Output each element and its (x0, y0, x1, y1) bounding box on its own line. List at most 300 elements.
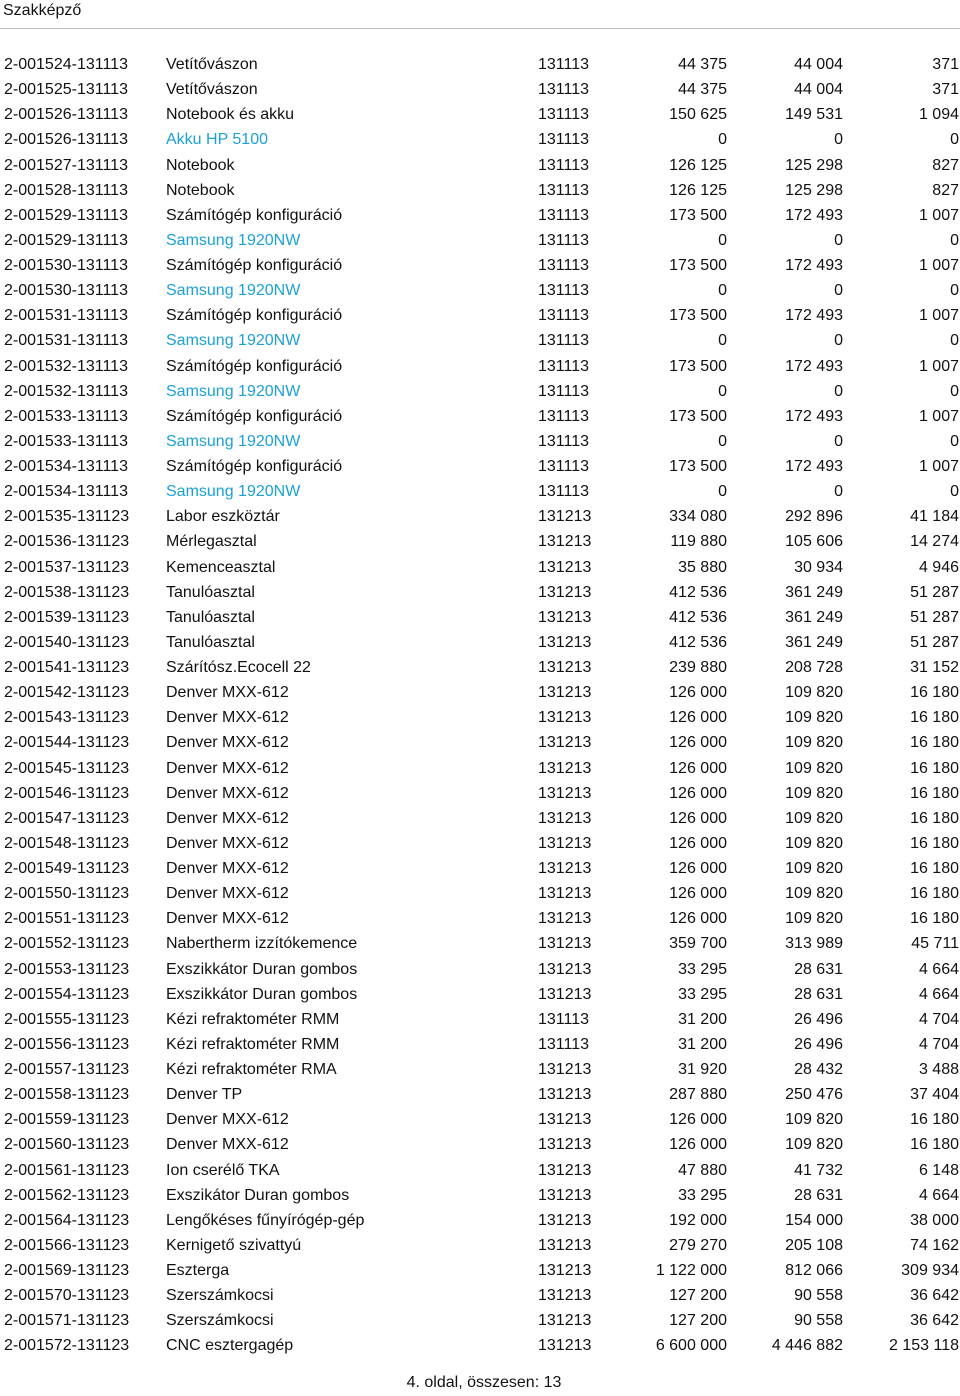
depreciation-cell: 0 (834, 483, 843, 501)
gross-value-cell: 47 880 (678, 1161, 727, 1179)
net-value-cell: 16 180 (910, 809, 959, 827)
account-code-cell: 131213 (538, 1211, 592, 1229)
asset-id-cell: 2-001569-131123 (4, 1262, 130, 1279)
net-value-cell: 0 (950, 382, 959, 400)
gross-value-cell: 192 000 (669, 1211, 727, 1229)
asset-id-cell: 2-001548-131123 (4, 834, 130, 852)
asset-id-cell: 2-001529-131113 (4, 231, 128, 249)
net-value-cell: 1 007 (918, 307, 959, 325)
table-row (0, 906, 960, 931)
gross-value-cell: 126 000 (669, 809, 727, 827)
account-code-cell: 131213 (538, 759, 592, 777)
depreciation-cell: 109 820 (785, 885, 843, 903)
net-value-cell: 0 (950, 432, 959, 450)
table-row (0, 705, 960, 730)
account-code-cell: 131113 (538, 231, 590, 249)
net-value-cell: 16 180 (910, 734, 959, 752)
gross-value-cell: 6 600 000 (655, 1337, 727, 1355)
gross-value-cell: 412 536 (669, 608, 727, 626)
table-row (0, 1132, 960, 1157)
account-code-cell: 131213 (538, 659, 592, 676)
net-value-cell: 1 007 (918, 458, 959, 475)
table-row (0, 429, 960, 454)
table-row (0, 1007, 960, 1032)
asset-id-cell: 2-001551-131123 (4, 910, 130, 928)
gross-value-cell: 126 000 (669, 734, 727, 752)
item-name-cell: Akku HP 5100 (166, 131, 268, 149)
net-value-cell: 1 007 (918, 407, 959, 425)
depreciation-cell: 361 249 (785, 608, 843, 626)
table-row (0, 328, 960, 353)
account-code-cell: 131113 (538, 382, 590, 400)
item-name-cell: Denver MXX-612 (166, 1111, 289, 1129)
depreciation-cell: 28 432 (794, 1061, 843, 1078)
depreciation-cell: 26 496 (794, 1035, 843, 1053)
depreciation-cell: 109 820 (785, 759, 843, 777)
asset-id-cell: 2-001527-131113 (4, 156, 128, 174)
item-name-cell: Denver MXX-612 (166, 860, 289, 877)
table-row (0, 1107, 960, 1132)
item-name-cell: Számítógép konfiguráció (166, 257, 343, 274)
gross-value-cell: 31 200 (678, 1010, 727, 1028)
gross-value-cell: 173 500 (669, 257, 727, 274)
table-row (0, 102, 960, 127)
item-name-cell: Denver MXX-612 (166, 759, 289, 777)
gross-value-cell: 0 (718, 382, 727, 400)
asset-id-cell: 2-001544-131123 (4, 734, 130, 752)
net-value-cell: 0 (950, 282, 959, 300)
depreciation-cell: 0 (834, 382, 843, 400)
depreciation-cell: 0 (834, 131, 843, 149)
page-header: Szakképző (3, 2, 82, 19)
gross-value-cell: 35 880 (678, 558, 727, 576)
table-row (0, 1057, 960, 1082)
asset-id-cell: 2-001554-131123 (4, 985, 130, 1003)
table-row (0, 479, 960, 504)
asset-id-cell: 2-001530-131113 (4, 257, 128, 274)
depreciation-cell: 172 493 (785, 458, 843, 475)
table-row (0, 178, 960, 203)
item-name-cell: Denver MXX-612 (166, 684, 289, 702)
depreciation-cell: 313 989 (785, 935, 843, 953)
account-code-cell: 131213 (538, 960, 592, 978)
depreciation-cell: 361 249 (785, 633, 843, 651)
net-value-cell: 4 664 (918, 985, 959, 1003)
account-code-cell: 131113 (538, 131, 590, 149)
gross-value-cell: 173 500 (669, 458, 727, 475)
gross-value-cell: 126 000 (669, 910, 727, 928)
gross-value-cell: 126 000 (669, 885, 727, 903)
account-code-cell: 131213 (538, 935, 592, 953)
net-value-cell: 371 (932, 56, 959, 73)
account-code-cell: 131213 (538, 1262, 592, 1279)
asset-id-cell: 2-001533-131113 (4, 407, 128, 425)
item-name-cell: Kernigető szivattyú (166, 1236, 302, 1254)
item-name-cell: Denver MXX-612 (166, 834, 289, 852)
item-name-cell: Samsung 1920NW (166, 332, 301, 350)
net-value-cell: 16 180 (910, 860, 959, 877)
table-row (0, 881, 960, 906)
net-value-cell: 2 153 118 (889, 1337, 959, 1355)
table-row (0, 831, 960, 856)
gross-value-cell: 359 700 (669, 935, 727, 953)
net-value-cell: 45 711 (911, 935, 959, 953)
table-row (0, 379, 960, 404)
table-row (0, 1333, 960, 1358)
asset-id-cell: 2-001542-131123 (4, 684, 130, 702)
table-row (0, 77, 960, 102)
net-value-cell: 4 946 (918, 558, 959, 576)
gross-value-cell: 173 500 (669, 307, 727, 325)
depreciation-cell: 109 820 (785, 860, 843, 877)
gross-value-cell: 126 000 (669, 709, 727, 727)
depreciation-cell: 361 249 (785, 583, 843, 601)
table-row (0, 278, 960, 303)
asset-id-cell: 2-001526-131113 (4, 106, 128, 124)
item-name-cell: Vetítővászon (166, 56, 258, 73)
depreciation-cell: 172 493 (785, 307, 843, 325)
account-code-cell: 131213 (538, 1061, 592, 1078)
net-value-cell: 1 007 (918, 257, 959, 274)
net-value-cell: 0 (950, 483, 959, 501)
depreciation-cell: 250 476 (785, 1086, 843, 1104)
asset-id-cell: 2-001564-131123 (4, 1211, 130, 1229)
account-code-cell: 131213 (538, 709, 592, 727)
asset-id-cell: 2-001524-131113 (4, 56, 128, 73)
account-code-cell: 131213 (538, 583, 592, 601)
item-name-cell: Notebook (166, 181, 235, 199)
table-row (0, 354, 960, 379)
item-name-cell: Mérlegasztal (166, 533, 257, 551)
depreciation-cell: 109 820 (785, 910, 843, 928)
account-code-cell: 131213 (538, 1236, 592, 1254)
account-code-cell: 131113 (538, 1010, 590, 1028)
depreciation-cell: 0 (834, 432, 843, 450)
account-code-cell: 131213 (538, 1312, 592, 1330)
net-value-cell: 3 488 (918, 1061, 959, 1078)
asset-id-cell: 2-001549-131123 (4, 860, 130, 877)
account-code-cell: 131113 (538, 56, 590, 73)
table-row (0, 931, 960, 956)
asset-id-cell: 2-001525-131113 (4, 81, 128, 99)
asset-id-cell: 2-001531-131113 (4, 307, 128, 325)
gross-value-cell: 127 200 (669, 1287, 727, 1305)
gross-value-cell: 412 536 (669, 633, 727, 651)
depreciation-cell: 4 446 882 (771, 1337, 843, 1355)
item-name-cell: Samsung 1920NW (166, 231, 301, 249)
depreciation-cell: 0 (834, 231, 843, 249)
item-name-cell: Denver MXX-612 (166, 734, 289, 752)
depreciation-cell: 90 558 (794, 1287, 843, 1305)
item-name-cell: Denver MXX-612 (166, 1136, 289, 1154)
account-code-cell: 131113 (538, 156, 590, 174)
account-code-cell: 131113 (538, 332, 590, 350)
depreciation-cell: 172 493 (785, 206, 843, 224)
account-code-cell: 131113 (538, 282, 590, 300)
asset-id-cell: 2-001531-131113 (4, 332, 128, 350)
item-name-cell: Denver MXX-612 (166, 910, 289, 928)
table-row (0, 1233, 960, 1258)
asset-id-cell: 2-001545-131123 (4, 759, 130, 777)
gross-value-cell: 126 125 (669, 181, 727, 199)
net-value-cell: 827 (932, 156, 959, 174)
account-code-cell: 131113 (538, 407, 590, 425)
item-name-cell: Szerszámkocsi (166, 1312, 274, 1330)
table-row (0, 1183, 960, 1208)
table-row (0, 253, 960, 278)
table-row (0, 856, 960, 881)
item-name-cell: Samsung 1920NW (166, 483, 301, 501)
net-value-cell: 31 152 (910, 659, 959, 676)
asset-id-cell: 2-001547-131123 (4, 809, 130, 827)
item-name-cell: Labor eszköztár (166, 508, 280, 526)
net-value-cell: 4 704 (918, 1035, 959, 1053)
asset-id-cell: 2-001540-131123 (4, 633, 130, 651)
table-row (0, 203, 960, 228)
asset-id-cell: 2-001557-131123 (4, 1061, 130, 1078)
gross-value-cell: 0 (718, 432, 727, 450)
table-row (0, 580, 960, 605)
gross-value-cell: 126 000 (669, 684, 727, 702)
table-row (0, 655, 960, 680)
inventory-table (0, 52, 960, 1359)
depreciation-cell: 109 820 (785, 684, 843, 702)
asset-id-cell: 2-001535-131123 (4, 508, 130, 526)
gross-value-cell: 279 270 (669, 1236, 727, 1254)
net-value-cell: 827 (932, 181, 959, 199)
item-name-cell: Exszikkátor Duran gombos (166, 960, 358, 978)
asset-id-cell: 2-001546-131123 (4, 784, 130, 802)
table-row (0, 1158, 960, 1183)
account-code-cell: 131113 (538, 432, 590, 450)
net-value-cell: 16 180 (910, 709, 959, 727)
account-code-cell: 131113 (538, 181, 590, 199)
gross-value-cell: 127 200 (669, 1312, 727, 1330)
item-name-cell: CNC esztergagép (166, 1337, 294, 1355)
item-name-cell: Denver MXX-612 (166, 809, 289, 827)
gross-value-cell: 31 920 (678, 1061, 727, 1078)
account-code-cell: 131113 (538, 257, 590, 274)
item-name-cell: Tanulóasztal (166, 633, 255, 651)
item-name-cell: Samsung 1920NW (166, 282, 301, 300)
net-value-cell: 38 000 (910, 1211, 959, 1229)
account-code-cell: 131213 (538, 985, 592, 1003)
gross-value-cell: 412 536 (669, 583, 727, 601)
net-value-cell: 1 007 (918, 206, 959, 224)
depreciation-cell: 205 108 (785, 1236, 843, 1254)
gross-value-cell: 44 375 (678, 56, 727, 73)
depreciation-cell: 44 004 (794, 81, 843, 99)
gross-value-cell: 1 122 000 (655, 1262, 727, 1279)
depreciation-cell: 44 004 (794, 56, 843, 73)
asset-id-cell: 2-001539-131123 (4, 608, 130, 626)
gross-value-cell: 44 375 (678, 81, 727, 99)
depreciation-cell: 41 732 (794, 1161, 843, 1179)
depreciation-cell: 26 496 (794, 1010, 843, 1028)
gross-value-cell: 126 000 (669, 860, 727, 877)
table-row (0, 1208, 960, 1233)
asset-id-cell: 2-001526-131113 (4, 131, 128, 149)
depreciation-cell: 172 493 (785, 257, 843, 274)
gross-value-cell: 173 500 (669, 357, 727, 375)
gross-value-cell: 126 125 (669, 156, 727, 174)
net-value-cell: 16 180 (910, 784, 959, 802)
net-value-cell: 16 180 (910, 1111, 959, 1129)
item-name-cell: Denver MXX-612 (166, 784, 289, 802)
asset-id-cell: 2-001534-131113 (4, 483, 128, 501)
gross-value-cell: 334 080 (669, 508, 727, 526)
account-code-cell: 131213 (538, 834, 592, 852)
depreciation-cell: 28 631 (794, 985, 843, 1003)
depreciation-cell: 0 (834, 282, 843, 300)
asset-id-cell: 2-001561-131123 (4, 1161, 130, 1179)
asset-id-cell: 2-001552-131123 (4, 935, 130, 953)
table-row (0, 303, 960, 328)
item-name-cell: Tanulóasztal (166, 608, 255, 626)
net-value-cell: 36 642 (910, 1287, 959, 1305)
gross-value-cell: 33 295 (678, 1186, 727, 1204)
account-code-cell: 131113 (538, 357, 590, 375)
gross-value-cell: 239 880 (669, 659, 727, 676)
depreciation-cell: 154 000 (785, 1211, 843, 1229)
net-value-cell: 16 180 (910, 684, 959, 702)
gross-value-cell: 33 295 (678, 985, 727, 1003)
gross-value-cell: 126 000 (669, 759, 727, 777)
table-row (0, 555, 960, 580)
net-value-cell: 51 287 (910, 633, 959, 651)
account-code-cell: 131213 (538, 1161, 592, 1179)
table-row (0, 982, 960, 1007)
account-code-cell: 131213 (538, 508, 592, 526)
depreciation-cell: 0 (834, 332, 843, 350)
item-name-cell: Samsung 1920NW (166, 432, 301, 450)
gross-value-cell: 0 (718, 231, 727, 249)
gross-value-cell: 150 625 (669, 106, 727, 124)
table-row (0, 1308, 960, 1333)
account-code-cell: 131113 (538, 106, 590, 124)
account-code-cell: 131213 (538, 1111, 592, 1129)
depreciation-cell: 109 820 (785, 1111, 843, 1129)
depreciation-cell: 109 820 (785, 809, 843, 827)
table-row (0, 228, 960, 253)
table-row (0, 404, 960, 429)
table-row (0, 806, 960, 831)
asset-id-cell: 2-001533-131113 (4, 432, 128, 450)
depreciation-cell: 109 820 (785, 1136, 843, 1154)
asset-id-cell: 2-001571-131123 (4, 1312, 130, 1330)
depreciation-cell: 172 493 (785, 407, 843, 425)
net-value-cell: 41 184 (910, 508, 959, 526)
account-code-cell: 131213 (538, 784, 592, 802)
item-name-cell: Denver MXX-612 (166, 709, 289, 727)
table-row (0, 153, 960, 178)
asset-id-cell: 2-001570-131123 (4, 1287, 130, 1305)
item-name-cell: Ion cserélő TKA (166, 1161, 280, 1179)
item-name-cell: Tanulóasztal (166, 583, 255, 601)
table-row (0, 52, 960, 77)
net-value-cell: 16 180 (910, 1136, 959, 1154)
gross-value-cell: 119 880 (670, 533, 727, 551)
item-name-cell: Vetítővászon (166, 81, 258, 99)
asset-id-cell: 2-001541-131123 (4, 659, 130, 676)
depreciation-cell: 149 531 (785, 106, 843, 124)
item-name-cell: Notebook (166, 156, 235, 174)
net-value-cell: 74 162 (910, 1236, 959, 1254)
table-row (0, 1283, 960, 1308)
table-row (0, 504, 960, 529)
item-name-cell: Szerszámkocsi (166, 1287, 274, 1305)
gross-value-cell: 0 (718, 332, 727, 350)
item-name-cell: Lengőkéses fűnyírógép-gép (166, 1211, 365, 1229)
gross-value-cell: 126 000 (669, 834, 727, 852)
net-value-cell: 1 007 (918, 357, 959, 375)
item-name-cell: Notebook és akku (166, 106, 295, 124)
table-row (0, 957, 960, 982)
net-value-cell: 37 404 (910, 1086, 959, 1104)
asset-id-cell: 2-001538-131123 (4, 583, 130, 601)
asset-id-cell: 2-001560-131123 (4, 1136, 130, 1154)
item-name-cell: Samsung 1920NW (166, 382, 301, 400)
table-row (0, 1032, 960, 1057)
asset-id-cell: 2-001550-131123 (4, 885, 130, 903)
header-divider (0, 28, 960, 29)
table-row (0, 127, 960, 152)
depreciation-cell: 109 820 (785, 734, 843, 752)
depreciation-cell: 109 820 (785, 709, 843, 727)
asset-id-cell: 2-001566-131123 (4, 1236, 130, 1254)
account-code-cell: 131213 (538, 1136, 592, 1154)
table-row (0, 781, 960, 806)
item-name-cell: Nabertherm izzítókemence (166, 935, 358, 953)
gross-value-cell: 126 000 (669, 1136, 727, 1154)
table-row (0, 529, 960, 554)
account-code-cell: 131213 (538, 558, 592, 576)
account-code-cell: 131113 (538, 307, 590, 325)
net-value-cell: 6 148 (918, 1161, 959, 1179)
net-value-cell: 16 180 (910, 759, 959, 777)
account-code-cell: 131213 (538, 1337, 592, 1355)
item-name-cell: Számítógép konfiguráció (166, 307, 343, 325)
depreciation-cell: 812 066 (785, 1262, 843, 1279)
asset-id-cell: 2-001572-131123 (4, 1337, 130, 1355)
net-value-cell: 0 (950, 332, 959, 350)
table-row (0, 1082, 960, 1107)
account-code-cell: 131213 (538, 885, 592, 903)
net-value-cell: 51 287 (910, 583, 959, 601)
account-code-cell: 131213 (538, 809, 592, 827)
table-row (0, 1258, 960, 1283)
asset-id-cell: 2-001559-131123 (4, 1111, 130, 1129)
account-code-cell: 131113 (538, 483, 590, 501)
depreciation-cell: 125 298 (785, 156, 843, 174)
gross-value-cell: 126 000 (669, 784, 727, 802)
asset-id-cell: 2-001532-131113 (4, 357, 128, 375)
item-name-cell: Számítógép konfiguráció (166, 357, 343, 375)
depreciation-cell: 28 631 (794, 960, 843, 978)
item-name-cell: Számítógép konfiguráció (166, 206, 343, 224)
item-name-cell: Kézi refraktométer RMM (166, 1035, 340, 1053)
depreciation-cell: 109 820 (785, 784, 843, 802)
gross-value-cell: 287 880 (669, 1086, 727, 1104)
net-value-cell: 4 664 (918, 1186, 959, 1204)
net-value-cell: 371 (932, 81, 959, 99)
asset-id-cell: 2-001558-131123 (4, 1086, 130, 1104)
depreciation-cell: 292 896 (785, 508, 843, 526)
asset-id-cell: 2-001553-131123 (4, 960, 130, 978)
gross-value-cell: 173 500 (669, 206, 727, 224)
account-code-cell: 131213 (538, 608, 592, 626)
gross-value-cell: 33 295 (678, 960, 727, 978)
